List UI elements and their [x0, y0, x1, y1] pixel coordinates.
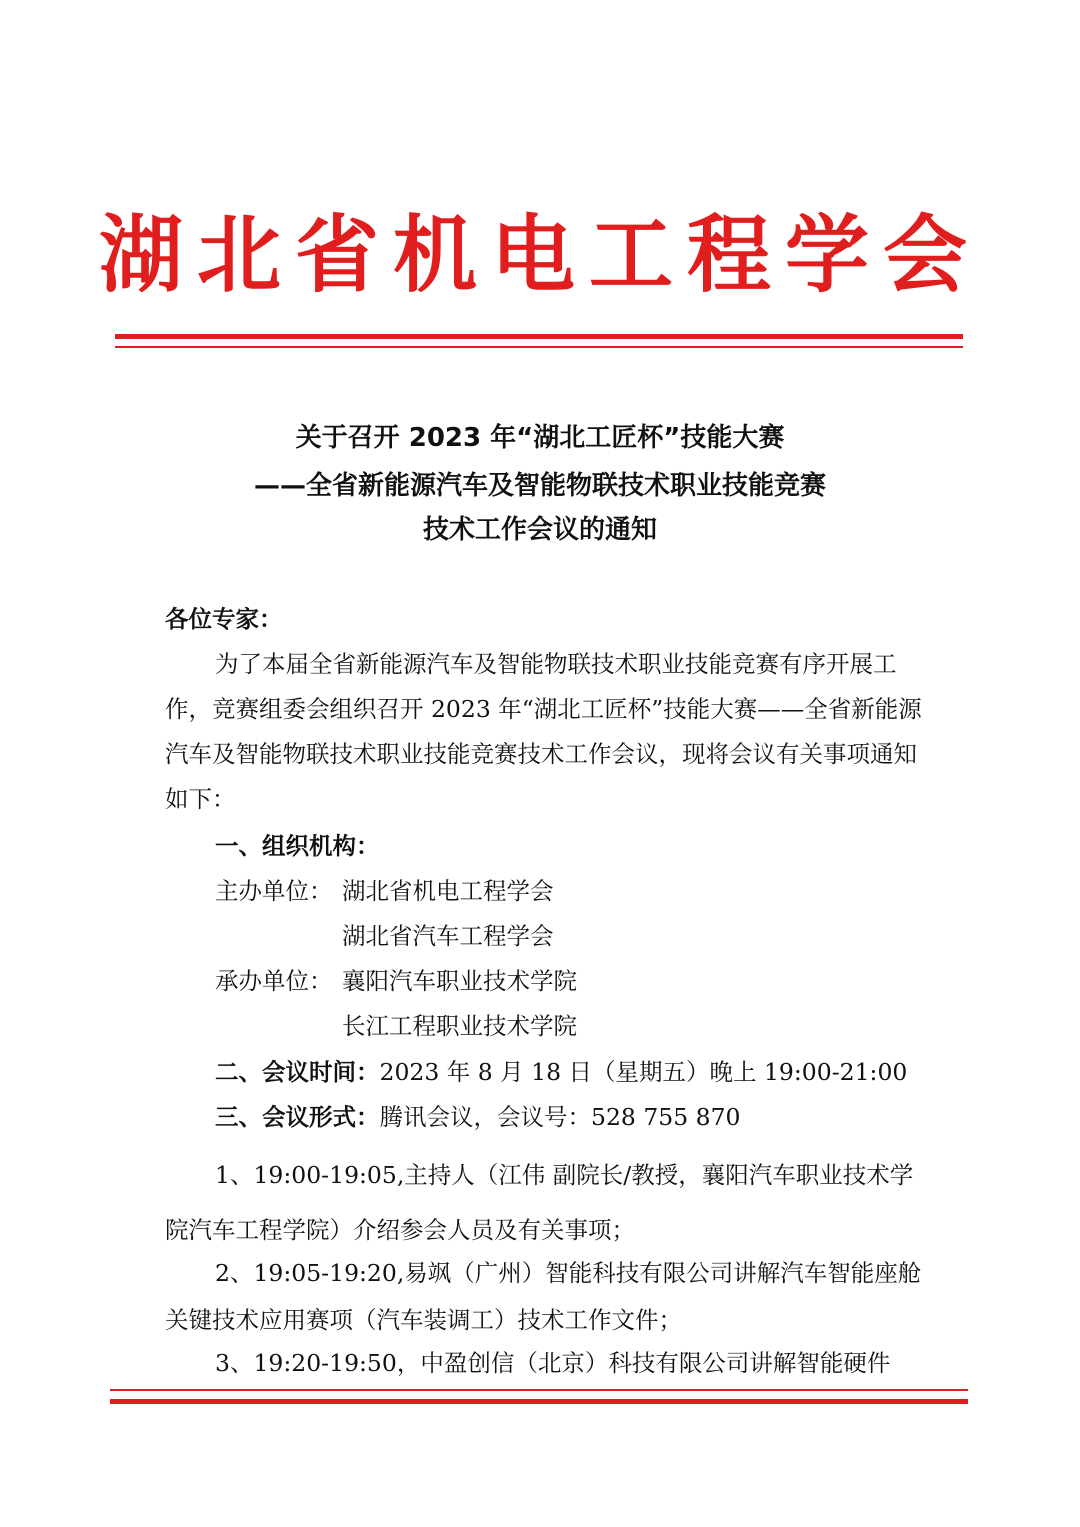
agenda-item-3-text: 3、19:20-19:50，中盈创信（北京）科技有限公司讲解智能硬件 — [215, 1349, 891, 1377]
header-rule-thick — [115, 334, 963, 339]
agenda-item-2 — [165, 1250, 925, 1344]
notice-title-line3: 技术工作会议的通知 — [422, 515, 657, 545]
org-letterhead-title: 湖北省机电工程学会 — [98, 206, 981, 304]
intro-paragraph — [165, 642, 925, 822]
agenda-item-2-text: 2、19:05-19:20,易飒（广州）智能科技有限公司讲解汽车智能座舱关键技术应用赛项（汽车装调工）技术工作文件； — [165, 1259, 922, 1334]
host-label: 主办单位： — [215, 877, 333, 905]
section2-line — [215, 1050, 907, 1095]
header-rule-thin — [115, 346, 963, 348]
organizer-org-2: 长江工程职业技术学院 — [342, 1012, 577, 1040]
footer-rule-thin — [110, 1389, 968, 1391]
meeting-format: 腾讯会议，会议号：528 755 870 — [379, 1103, 741, 1131]
host-org-2: 湖北省汽车工程学会 — [342, 922, 554, 950]
section3-heading: 三、会议形式： — [215, 1103, 380, 1131]
organizer-label: 承办单位： — [215, 967, 333, 995]
agenda-item-3 — [165, 1341, 925, 1386]
section1-heading: 一、组织机构： — [215, 832, 380, 860]
organizer-org-1: 襄阳汽车职业技术学院 — [342, 967, 577, 995]
notice-title-line2: ——全省新能源汽车及智能物联技术职业技能竞赛 — [253, 471, 826, 501]
meeting-time: 2023 年 8 月 18 日（星期五）晚上 19:00-21:00 — [379, 1058, 908, 1086]
footer-rule-thick — [110, 1399, 968, 1404]
notice-title-line1: 关于召开 2023 年“湖北工匠杯”技能大赛 — [295, 423, 785, 453]
section2-heading: 二、会议时间： — [215, 1058, 380, 1086]
agenda-item-1-text: 1、19:00-19:05,主持人（江伟 副院长/教授，襄阳汽车职业技术学院汽车工程学院）介绍参会人员及有关事项； — [165, 1161, 914, 1244]
agenda-item-1 — [165, 1148, 925, 1258]
section3-line — [215, 1095, 741, 1140]
salutation: 各位专家： — [165, 605, 283, 633]
intro-text: 为了本届全省新能源汽车及智能物联技术职业技能竞赛有序开展工作，竞赛组委会组织召开 2023 年“湖北工匠杯”技能大赛——全省新能源汽车及智能物联技术职业技能竞赛技术工作会议，现将会议有关事项通知如下： — [165, 650, 922, 813]
host-org-1: 湖北省机电工程学会 — [342, 877, 554, 905]
